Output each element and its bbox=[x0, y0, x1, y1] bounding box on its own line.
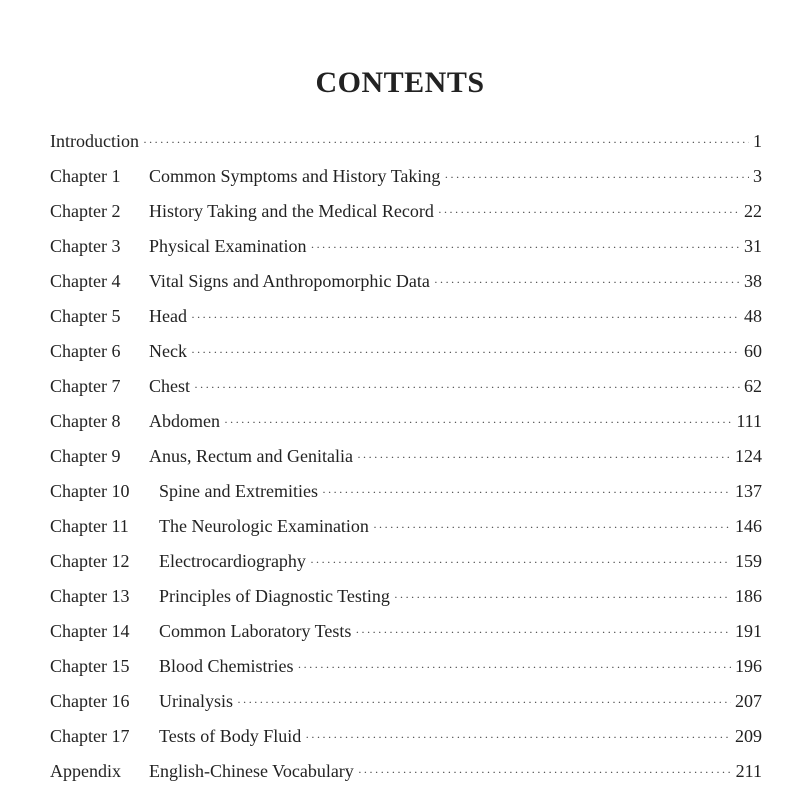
toc-entry-page: 31 bbox=[744, 236, 762, 256]
toc-leader-dots bbox=[357, 447, 731, 467]
toc-entry-page: 211 bbox=[735, 761, 762, 781]
toc-entry-label: Chapter 16 bbox=[50, 691, 130, 711]
toc-entry-label: Chapter 2 bbox=[50, 201, 121, 221]
toc-entry-title: Tests of Body Fluid bbox=[159, 726, 302, 746]
toc-entry-chapter-10[interactable] bbox=[50, 474, 762, 509]
toc-entry-appendix[interactable] bbox=[50, 754, 762, 789]
toc-entry-label: Chapter 17 bbox=[50, 726, 130, 746]
toc-entry-page: 209 bbox=[735, 726, 762, 746]
toc-entry-label: Chapter 7 bbox=[50, 376, 121, 396]
toc-entry-title: Head bbox=[149, 306, 187, 326]
toc-entry-chapter-7[interactable] bbox=[50, 369, 762, 404]
toc-leader-dots bbox=[434, 272, 740, 292]
toc-entry-page: 124 bbox=[735, 446, 762, 466]
toc-entry-title: Principles of Diagnostic Testing bbox=[159, 586, 390, 606]
toc-entry-chapter-9[interactable] bbox=[50, 439, 762, 474]
toc-entry-label: Chapter 10 bbox=[50, 481, 130, 501]
toc-entry-page: 191 bbox=[735, 621, 762, 641]
toc-leader-dots bbox=[358, 762, 732, 782]
toc-leader-dots bbox=[438, 202, 740, 222]
toc-entry-label: Chapter 8 bbox=[50, 411, 121, 431]
toc-entry-page: 62 bbox=[744, 376, 762, 396]
toc-entry-page: 22 bbox=[744, 201, 762, 221]
toc-leader-dots bbox=[305, 727, 731, 747]
toc-leader-dots bbox=[373, 517, 731, 537]
toc-entry-title: Common Symptoms and History Taking bbox=[149, 166, 441, 186]
page-title: CONTENTS bbox=[315, 66, 485, 99]
toc-entry-chapter-5[interactable] bbox=[50, 299, 762, 334]
toc-entry-chapter-12[interactable] bbox=[50, 544, 762, 579]
toc-entry-label: Chapter 3 bbox=[50, 236, 121, 256]
toc-entry-chapter-17[interactable] bbox=[50, 719, 762, 754]
toc-entry-label: Chapter 15 bbox=[50, 656, 130, 676]
toc-entry-page: 3 bbox=[753, 166, 762, 186]
toc-entry-page: 137 bbox=[735, 481, 762, 501]
table-of-contents bbox=[50, 124, 762, 789]
toc-entry-label: Chapter 13 bbox=[50, 586, 130, 606]
toc-entry-page: 196 bbox=[735, 656, 762, 676]
toc-entry-label: Chapter 1 bbox=[50, 166, 121, 186]
toc-entry-page: 111 bbox=[736, 411, 762, 431]
toc-leader-dots bbox=[394, 587, 731, 607]
toc-leader-dots bbox=[444, 167, 749, 187]
toc-entry-title: Vital Signs and Anthropomorphic Data bbox=[149, 271, 430, 291]
toc-entry-chapter-1[interactable] bbox=[50, 159, 762, 194]
toc-entry-label: Chapter 5 bbox=[50, 306, 121, 326]
toc-entry-label: Chapter 11 bbox=[50, 516, 129, 536]
toc-entry-page: 146 bbox=[735, 516, 762, 536]
toc-entry-title: Blood Chemistries bbox=[159, 656, 294, 676]
toc-entry-page: 207 bbox=[735, 691, 762, 711]
toc-entry-title: Neck bbox=[149, 341, 187, 361]
toc-leader-dots bbox=[237, 692, 731, 712]
toc-leader-dots bbox=[194, 377, 740, 397]
toc-entry-label: Introduction bbox=[50, 131, 139, 151]
toc-entry-page: 186 bbox=[735, 586, 762, 606]
toc-leader-dots bbox=[322, 482, 731, 502]
toc-entry-chapter-13[interactable] bbox=[50, 579, 762, 614]
toc-entry-page: 159 bbox=[735, 551, 762, 571]
toc-entry-chapter-11[interactable] bbox=[50, 509, 762, 544]
toc-entry-title: Chest bbox=[149, 376, 191, 396]
toc-entry-title: Electrocardiography bbox=[159, 551, 306, 571]
toc-leader-dots bbox=[191, 307, 740, 327]
toc-entry-title: Abdomen bbox=[149, 411, 220, 431]
toc-entry-chapter-8[interactable] bbox=[50, 404, 762, 439]
toc-entry-chapter-16[interactable] bbox=[50, 684, 762, 719]
toc-entry-label: Chapter 9 bbox=[50, 446, 121, 466]
toc-entry-title: Common Laboratory Tests bbox=[159, 621, 352, 641]
toc-leader-dots bbox=[143, 132, 749, 152]
toc-leader-dots bbox=[310, 552, 731, 572]
toc-entry-chapter-15[interactable] bbox=[50, 649, 762, 684]
toc-entry-chapter-3[interactable] bbox=[50, 229, 762, 264]
toc-leader-dots bbox=[298, 657, 732, 677]
toc-entry-label: Chapter 12 bbox=[50, 551, 130, 571]
toc-entry-title: Anus, Rectum and Genitalia bbox=[149, 446, 353, 466]
toc-entry-page: 38 bbox=[744, 271, 762, 291]
toc-entry-label: Chapter 6 bbox=[50, 341, 121, 361]
toc-entry-title: History Taking and the Medical Record bbox=[149, 201, 434, 221]
toc-entry-title: Spine and Extremities bbox=[159, 481, 318, 501]
toc-entry-title: The Neurologic Examination bbox=[159, 516, 369, 536]
toc-entry-label: Appendix bbox=[50, 761, 121, 781]
toc-leader-dots bbox=[191, 342, 740, 362]
toc-entry-title: English-Chinese Vocabulary bbox=[149, 761, 354, 781]
toc-entry-chapter-4[interactable] bbox=[50, 264, 762, 299]
toc-entry-introduction[interactable] bbox=[50, 124, 762, 159]
toc-entry-page: 60 bbox=[744, 341, 762, 361]
toc-entry-page: 1 bbox=[753, 131, 762, 151]
toc-entry-chapter-6[interactable] bbox=[50, 334, 762, 369]
toc-entry-label: Chapter 4 bbox=[50, 271, 121, 291]
toc-entry-title: Physical Examination bbox=[149, 236, 307, 256]
toc-entry-chapter-2[interactable] bbox=[50, 194, 762, 229]
toc-entry-label: Chapter 14 bbox=[50, 621, 130, 641]
toc-entry-chapter-14[interactable] bbox=[50, 614, 762, 649]
toc-leader-dots bbox=[224, 412, 732, 432]
toc-leader-dots bbox=[355, 622, 731, 642]
toc-leader-dots bbox=[310, 237, 740, 257]
toc-entry-title: Urinalysis bbox=[159, 691, 233, 711]
toc-entry-page: 48 bbox=[744, 306, 762, 326]
